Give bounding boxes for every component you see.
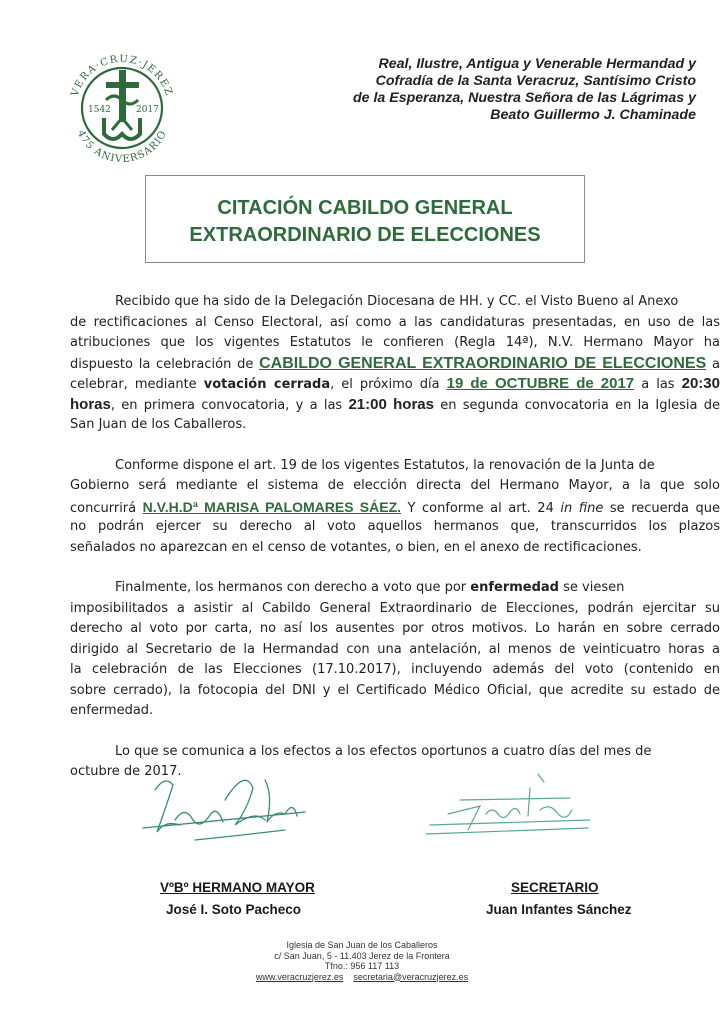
logo-year-right: 2017 [136,105,159,115]
text-line: dirigido al Secretario de la Hermandad con una antelación, al menos de veinticuatro horas a [70,641,720,657]
candidate-name: N.V.H.Dª MARISA PALOMARES SÁEZ. [142,498,402,515]
text-line: sobre cerrado), la fotocopia del DNI y el Certificado Médico Oficial, que acredite su estado de [70,682,720,698]
logo-ring-top: VERA·CRUZ·JEREZ [69,53,175,98]
header-line: Real, Ilustre, Antigua y Venerable Hermandad y [378,56,696,72]
text-line: enfermedad. [70,703,154,718]
signature-hermano-mayor [135,770,315,850]
text-line: la celebración de las Elecciones (17.10.2017), incluyendo además del voto (contenido en [70,662,720,677]
name-secretario: Juan Infantes Sánchez [486,902,632,917]
brotherhood-header [276,56,696,124]
text-line: Gobierno será mediante el sistema de elección directa del Hermano Mayor, a la que solo [70,478,720,493]
paragraph-1 [70,292,720,436]
title-box [145,175,585,263]
header-line: Beato Guillermo J. Chaminade [490,107,696,123]
logo-ring-bottom: 475 ANIVERSARIO [74,128,170,166]
text-line: de rectificaciones al Censo Electoral, así como a las candidaturas presentadas, en uso de las [70,314,720,330]
website-link[interactable]: www.veracruzjerez.es [255,971,344,982]
signature-secretario [420,770,595,845]
name-hermano-mayor: José I. Soto Pacheco [166,902,302,917]
text-line: Finalmente, los hermanos con derecho a voto que por enfermedad se viesen [115,580,625,595]
footer-address-line: c/ San Juan, 5 - 11.403 Jerez de la Frontera [274,950,450,961]
header-line: Cofradía de la Santa Veracruz, Santísimo Cristo [375,73,696,89]
text-line: octubre de 2017. [70,764,182,779]
footer-address-line: Iglesia de San Juan de los Caballeros [286,940,438,950]
text-line: Lo que se comunica a los efectos a los efectos oportunos a cuatro días del mes de [115,743,652,759]
election-date: 19 de OCTUBRE de 2017 [446,375,635,392]
document-body [70,292,720,803]
brotherhood-logo [62,48,182,168]
role-secretario: SECRETARIO [511,880,599,895]
text-line: no podrán ejercer su derecho al voto aquellos hermanos que, transcurridos los plazos [70,519,720,534]
footer-links [0,972,724,983]
text-line: Conforme dispone el art. 19 de los vigentes Estatutos, la renovación de la Junta de [115,457,655,473]
paragraph-3 [70,578,720,722]
text-line: derecho al voto por carta, no así los ausentes por otros motivos. Lo harán en sobre cerrado [70,621,720,636]
text-line: celebrar, mediante votación cerrada, el próximo día 19 de OCTUBRE de 2017 a las 20:30 [70,375,720,392]
votacion-cerrada: votación cerrada [203,377,331,392]
text-line: San Juan de los Caballeros. [70,417,247,432]
title-line-2: EXTRAORDINARIO DE ELECCIONES [189,224,541,246]
footer [0,940,724,982]
logo-year-left: 1542 [88,105,111,115]
footer-phone: Tfno.: 956 117 113 [324,961,400,971]
header-line: de la Esperanza, Nuestra Señora de las Lágrimas y [352,90,696,106]
cabildo-highlight: CABILDO GENERAL EXTRAORDINARIO DE ELECCIONES [259,354,707,372]
text-line: horas, en primera convocatoria, y a las 21:00 horas en segunda convocatoria en la Iglesia de [70,395,720,413]
text-line: atribuciones que los vigentes Estatutos le confieren (Regla 14ª), N.V. Hermano Mayor ha [70,335,720,350]
text-line: dispuesto la celebración de CABILDO GENERAL EXTRAORDINARIO DE ELECCIONES a [70,354,720,372]
email-link[interactable]: secretaria@veracruzjerez.es [353,971,469,982]
role-hermano-mayor: VºBº HERMANO MAYOR [160,880,315,895]
second-call-time: 21:00 horas [348,395,434,413]
text-line: concurrirá N.V.H.Dª MARISA PALOMARES SÁEZ. Y conforme al art. 24 in fine se recuerda que [70,498,720,516]
text-line: señalados no aparezcan en el censo de votantes, o bien, en el anexo de rectificaciones. [70,539,642,555]
first-call-time: 20:30 [681,375,720,392]
text-line: Recibido que ha sido de la Delegación Diocesana de HH. y CC. el Visto Bueno al Anexo [115,294,679,309]
text-line: imposibilitados a asistir al Cabildo General Extraordinario de Elecciones, podrán ejercitar su [70,600,720,616]
enfermedad-bold: enfermedad [470,580,559,595]
title-line-1: CITACIÓN CABILDO GENERAL [217,197,513,219]
paragraph-2 [70,456,720,559]
